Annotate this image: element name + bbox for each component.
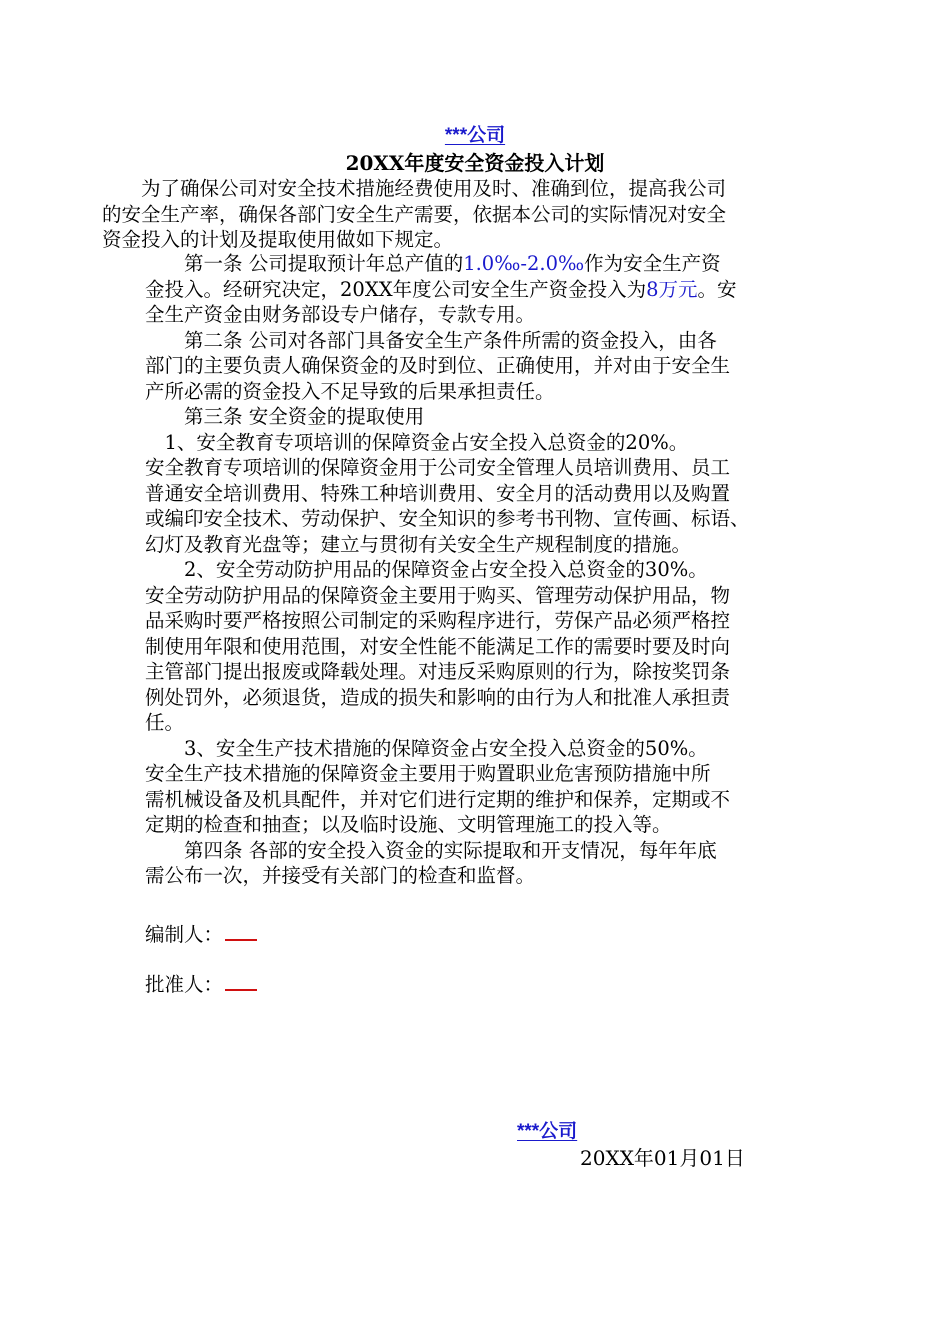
- body-line: 1、安全教育专项培训的保障资金占安全投入总资金的20%。: [145, 430, 689, 454]
- body-line: 第四条 各部的安全投入资金的实际提取和开支情况，每年年底: [145, 838, 717, 862]
- footer-company-link[interactable]: ***公司: [517, 1121, 578, 1142]
- body-line: 第二条 公司对各部门具备安全生产条件所需的资金投入，由各: [145, 328, 717, 352]
- editor-blank[interactable]: [225, 921, 257, 941]
- body-line: 或编印安全技术、劳动保护、安全知识的参考书刊物、宣传画、标语、: [145, 507, 750, 530]
- body-line: 主管部门提出报废或降载处理。对违反采购原则的行为，除按奖罚条: [145, 660, 731, 683]
- company-name-footer: [513, 1119, 577, 1145]
- body-line: 部门的主要负责人确保资金的及时到位、正确使用，并对由于安全生: [145, 354, 731, 377]
- intro-line: 资金投入的计划及提取使用做如下规定。: [102, 228, 454, 251]
- body-line: 普通安全培训费用、特殊工种培训费用、安全月的活动费用以及购置: [145, 481, 731, 505]
- intro-line: 为了确保公司对安全技术措施经费使用及时、准确到位，提高我公司: [102, 177, 727, 200]
- document-date: 20XX年01月01日: [580, 1146, 745, 1170]
- article-1-line: [145, 277, 825, 303]
- body-line: 例处罚外，必须退货，造成的损失和影响的由行为人和批准人承担责: [145, 685, 731, 709]
- intro-line: 的安全生产率，确保各部门安全生产需要，依据本公司的实际情况对安全: [102, 202, 727, 226]
- article-1-prefix: 第一条 公司提取预计年总产值的: [145, 252, 464, 275]
- articles-section: [145, 251, 825, 889]
- article-1-line: 全生产资金由财务部设专户储存，专款专用。: [145, 303, 536, 326]
- body-line: 3、安全生产技术措施的保障资金占安全投入总资金的50%。: [145, 736, 708, 760]
- intro-paragraph: [102, 176, 822, 253]
- body-line: 定期的检查和抽查；以及临时设施、文明管理施工的投入等。: [145, 813, 672, 836]
- body-line: 制使用年限和使用范围，对安全性能不能满足工作的需要时要及时向: [145, 634, 731, 658]
- body-line: 2、安全劳动防护用品的保障资金占安全投入总资金的30%。: [145, 558, 708, 581]
- company-name-header: [0, 123, 950, 149]
- article-1-after-rate: 作为安全生产资: [584, 252, 721, 275]
- editor-label: 编制人：: [145, 923, 224, 946]
- company-link[interactable]: ***公司: [444, 125, 506, 146]
- body-line: 需公布一次，并接受有关部门的检查和监督。: [145, 864, 536, 887]
- editor-signature: [145, 921, 257, 948]
- approver-blank[interactable]: [225, 971, 257, 991]
- body-line: 第三条 安全资金的提取使用: [145, 405, 425, 428]
- approver-signature: [145, 971, 257, 998]
- body-line: 任。: [145, 711, 185, 734]
- document-title: 20XX年度安全资金投入计划: [345, 151, 605, 175]
- article-1-line2-suffix: 。安: [697, 277, 737, 301]
- body-line: 品采购时要严格按照公司制定的采购程序进行，劳保产品必须严格控: [145, 609, 731, 632]
- body-line: 安全生产技术措施的保障资金主要用于购置职业危害预防措施中所: [145, 762, 711, 785]
- body-line: 安全劳动防护用品的保障资金主要用于购买、管理劳动保护用品，物: [145, 583, 731, 607]
- body-line: 幻灯及教育光盘等；建立与贯彻有关安全生产规程制度的措施。: [145, 532, 692, 556]
- article-1-line: [145, 251, 825, 277]
- article-1-amount: 8万元: [646, 277, 698, 301]
- body-line: 需机械设备及机具配件，并对它们进行定期的维护和保养，定期或不: [145, 787, 731, 811]
- article-1-rate: 1.0‰-2.0‰: [463, 252, 585, 275]
- approver-label: 批准人：: [145, 973, 224, 996]
- body-line: 安全教育专项培训的保障资金用于公司安全管理人员培训费用、员工: [145, 456, 731, 479]
- article-1-line2-prefix: 金投入。经研究决定，20XX年度公司安全生产资金投入为: [145, 277, 647, 301]
- body-line: 产所必需的资金投入不足导致的后果承担责任。: [145, 379, 555, 403]
